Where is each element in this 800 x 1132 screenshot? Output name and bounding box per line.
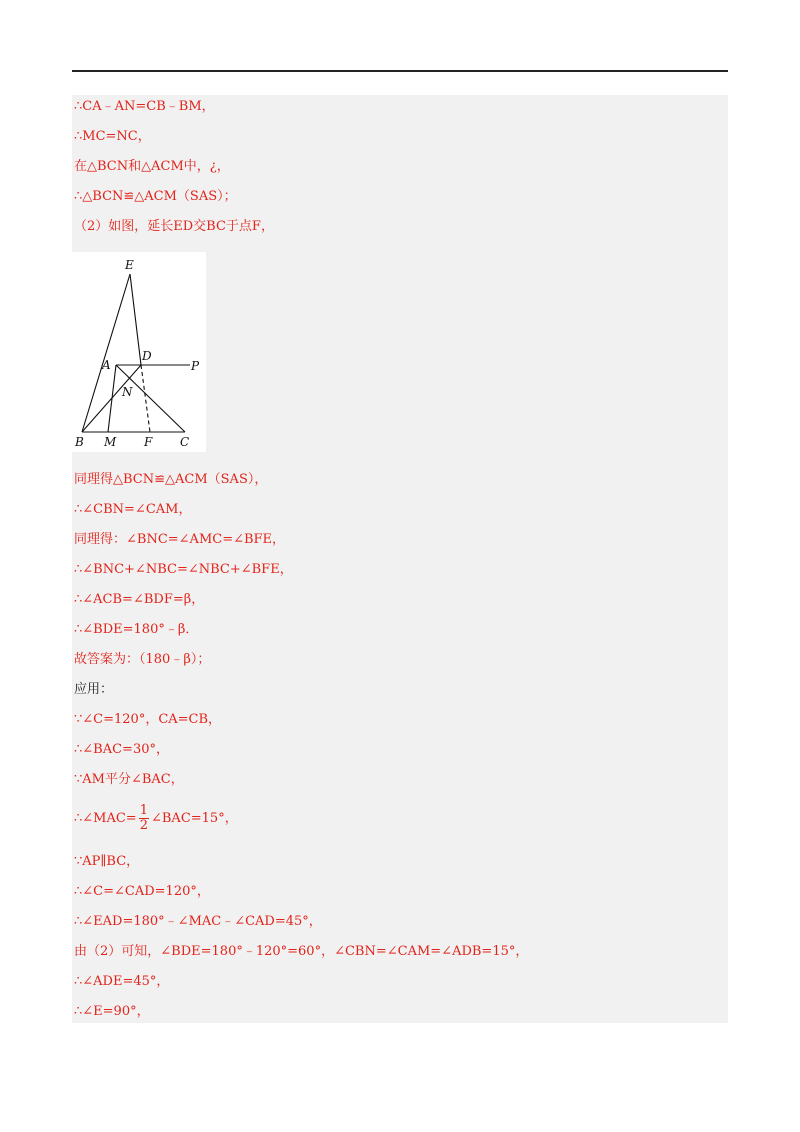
fraction-denominator: 2 xyxy=(139,818,148,833)
fraction-line xyxy=(74,802,238,836)
fraction-numerator: 1 xyxy=(139,803,148,818)
label-p: P xyxy=(191,359,200,373)
solution-line-20: ∴∠ADE=45°， xyxy=(74,974,170,989)
solution-line-9: ∴∠BNC+∠NBC=∠NBC+∠BFE， xyxy=(74,562,293,577)
fraction-line-suffix: ∠BAC=15°， xyxy=(150,811,238,826)
fraction-line-prefix: ∴∠MAC= xyxy=(74,811,137,826)
top-rule xyxy=(72,70,728,72)
segment-df-dashed xyxy=(141,365,150,432)
solution-line-13: ∵∠C=120°，CA=CB， xyxy=(74,712,222,727)
solution-line-3: 在△BCN和△ACM中，¿， xyxy=(74,159,230,174)
solution-line-18: ∴∠EAD=180°﹣∠MAC﹣∠CAD=45°， xyxy=(74,914,322,929)
label-b: B xyxy=(75,435,84,449)
solution-line-17: ∴∠C=∠CAD=120°， xyxy=(74,884,210,899)
solution-line-16: ∵AP∥BC， xyxy=(74,854,140,869)
solution-line-14: ∴∠BAC=30°， xyxy=(74,742,169,757)
label-f: F xyxy=(144,435,153,449)
solution-line-7: ∴∠CBN=∠CAM， xyxy=(74,502,192,517)
label-d: D xyxy=(142,349,152,363)
solution-line-15: ∵AM平分∠BAC， xyxy=(74,772,184,787)
geometry-diagram xyxy=(72,252,206,452)
label-a: A xyxy=(102,358,111,372)
solution-line-11: ∴∠BDE=180°﹣β． xyxy=(74,622,199,637)
solution-line-8: 同理得：∠BNC=∠AMC=∠BFE， xyxy=(74,532,286,547)
solution-line-6: 同理得△BCN≌△ACM（SAS）， xyxy=(74,472,268,487)
label-m: M xyxy=(104,435,117,449)
segment-ed xyxy=(130,274,141,365)
solution-line-4: ∴△BCN≌△ACM（SAS）； xyxy=(74,189,237,204)
label-n: N xyxy=(122,385,133,399)
solution-line-21: ∴∠E=90°， xyxy=(74,1004,150,1019)
solution-line-12: 故答案为：（180﹣β）； xyxy=(74,652,211,667)
solution-line-10: ∴∠ACB=∠BDF=β， xyxy=(74,592,205,607)
label-c: C xyxy=(180,435,190,449)
solution-line-2: ∴MC=NC， xyxy=(74,129,151,144)
solution-line-1: ∴CA﹣AN=CB﹣BM， xyxy=(74,99,215,114)
application-heading: 应用： xyxy=(74,682,114,697)
segment-be xyxy=(82,274,130,432)
solution-line-19: 由（2）可知，∠BDE=180°﹣120°=60°，∠CBN=∠CAM=∠ADB=15°， xyxy=(74,944,529,959)
geometry-figure xyxy=(72,252,206,452)
solution-line-5: （2）如图，延长ED交BC于点F， xyxy=(74,219,274,234)
fraction-half xyxy=(139,804,149,833)
segment-am xyxy=(108,365,116,432)
label-e: E xyxy=(125,258,134,272)
